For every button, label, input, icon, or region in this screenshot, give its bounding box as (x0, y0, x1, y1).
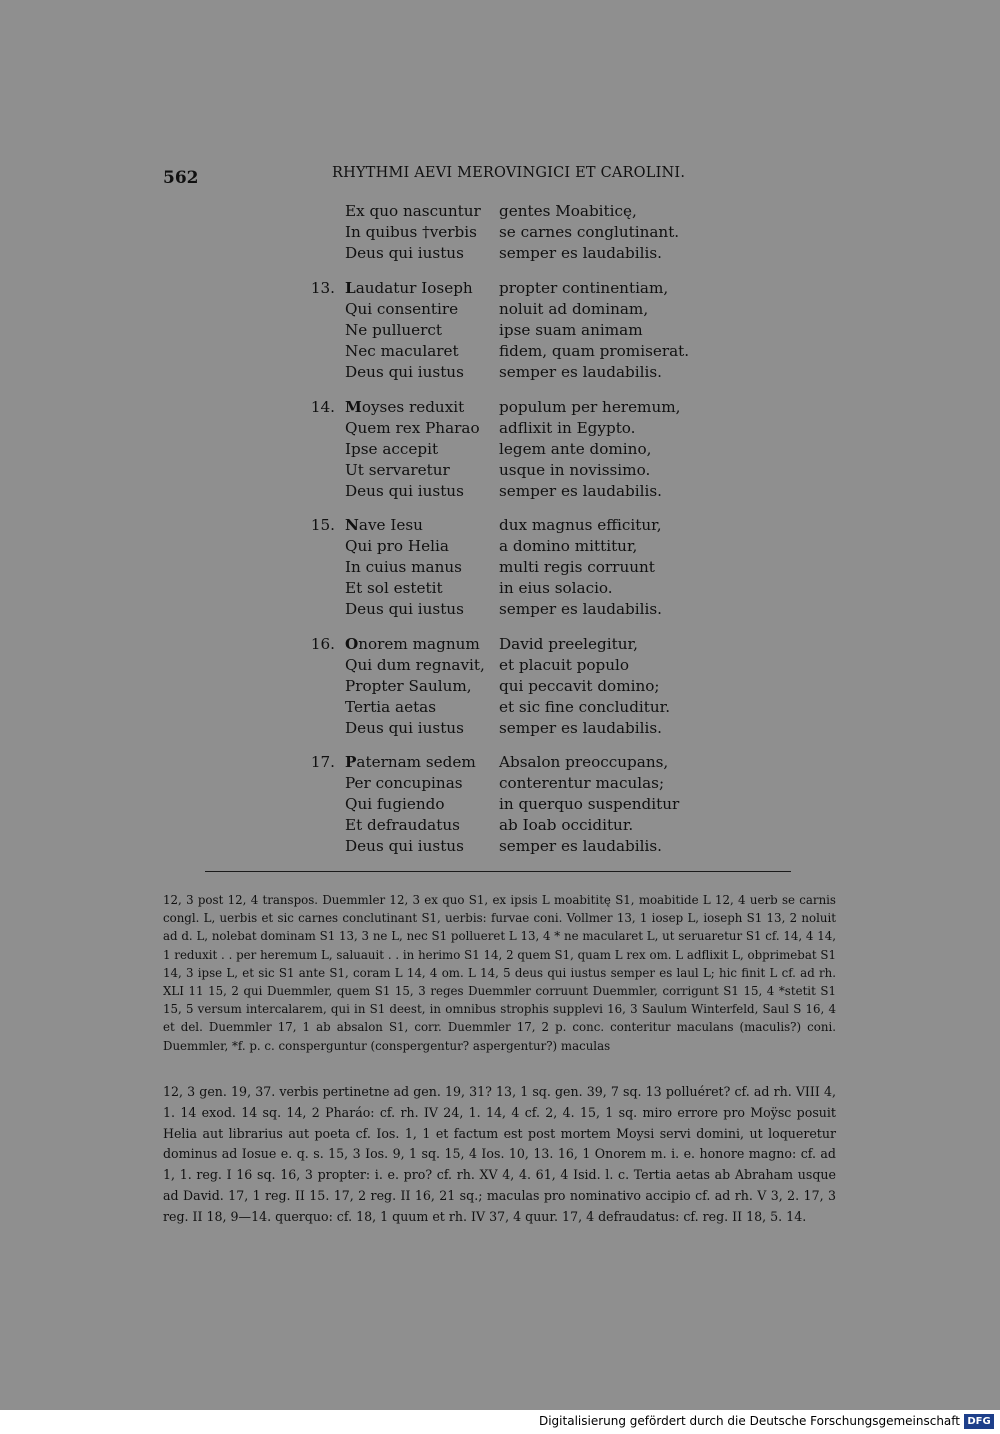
verse-first-half: Deus qui iustus (345, 836, 464, 855)
verse-second-half: semper es laudabilis. (499, 599, 662, 618)
verse-first-half: Qui pro Helia (345, 536, 449, 555)
verse-second-half: David preelegitur, (499, 635, 638, 653)
verse-second-half: semper es laudabilis. (499, 836, 662, 855)
source-apparatus: 12, 3 gen. 19, 37. verbis pertinetne ad gen. 19, 31? 13, 1 sq. gen. 39, 7 sq. 13 polluéret? cf. ad rh. VIII 4, 1. 14 exod. 14 sq. 14, 2 Pharáo: cf. rh. IV 24, 1. 14, 4 cf. 2, 4. 15, 1 sq. miro errore pro Moÿsc posuit Helia aut librarius aut poeta cf. Ios. 1, 1 et factum est post mortem Moysi servi domini, ut loqueretur dominus ad Iosue e. q. s. 15, 3 Ios. 9, 1 sq. 15, 4 Ios. 10, 13. 16, 1 Onorem m. i. e. honore magno: cf. ad 1, 1. reg. I 16 sq. 16, 3 propter: i. e. pro? cf. rh. XV 4, 4. 61, 4 Isid. l. c. Tertia aetas ab Abraham usque ad David. 17, 1 reg. II 15. 17, 2 reg. II 16, 21 sq.; maculas pro nominativo accipio cf. ad rh. V 3, 2. 17, 3 reg. II 18, 9—14. querquo: cf. 18, 1 quum et rh. IV 37, 4 quur. 17, 4 defraudatus: cf. reg. II 18, 5. 14. (163, 1084, 836, 1224)
verse-first-half: Deus qui iustus (345, 362, 464, 381)
stanza-number: 17. (310, 753, 335, 771)
verse-first-half: Ex quo nascuntur (345, 202, 481, 220)
page-number: 562 (163, 168, 199, 188)
verse-second-half: se carnes conglutinant. (499, 222, 680, 241)
verse-first-half: Et defraudatus (345, 815, 460, 834)
footnote-divider (205, 871, 791, 872)
verse-first-half: Et sol estetit (345, 578, 443, 597)
verse-first-half: Qui dum regnavit, (345, 655, 485, 674)
footer-text: Digitalisierung gefördert durch die Deutsche Forschungsgemeinschaft (538, 1414, 960, 1428)
stanza-number: 14. (310, 398, 335, 416)
verse-first-half: Tertia aetas (345, 697, 437, 716)
verse-first-half: Ne pulluerct (345, 320, 442, 339)
verse-second-half: fidem, quam promiserat. (499, 341, 690, 360)
verse-second-half: et sic fine concluditur. (499, 697, 671, 716)
verse-first-half: Deus qui iustus (345, 718, 464, 737)
verse-second-half: propter continentiam, (499, 279, 669, 297)
verse-second-half: et placuit populo (499, 655, 629, 674)
verse-second-half: legem ante domino, (499, 439, 652, 458)
verse-first-half: Paternam sedem (345, 753, 476, 771)
verse-first-half: Laudatur Ioseph (345, 279, 473, 297)
verse-first-half: Nec macularet (345, 341, 459, 360)
verse-second-half: ab Ioab occiditur. (499, 815, 634, 834)
stanza-number: 15. (310, 516, 335, 534)
verse-first-half: Per concupinas (345, 773, 463, 792)
verse-second-half: in eius solacio. (499, 578, 613, 597)
verse-first-half: Propter Saulum, (345, 676, 472, 695)
running-head: RHYTHMI AEVI MEROVINGICI ET CAROLINI. (332, 165, 686, 181)
verse-first-half: Deus qui iustus (345, 599, 464, 618)
verse-second-half: semper es laudabilis. (499, 362, 662, 381)
verse-first-half: Ipse accepit (345, 439, 439, 458)
verse-second-half: noluit ad dominam, (499, 299, 649, 318)
verse-second-half: Absalon preoccupans, (499, 753, 669, 771)
stanza-number: 13. (310, 279, 335, 297)
verse-first-half: Nave Iesu (345, 516, 423, 534)
verse-second-half: semper es laudabilis. (499, 481, 662, 500)
critical-apparatus: 12, 3 post 12, 4 transpos. Duemmler 12, 3 ex quo S1, ex ipsis L moabititę S1, moabitide L 12, 4 uerb se carnis congl. L, uerbis et sic carnes conclutinant S1, uerbis: furvae coni. Vollmer 13, 1 iosep L, ioseph S1 13, 2 noluit ad d. L, nolebat dominam S1 13, 3 ne L, nec S1 pollueret L 13, 4 * ne macularet L, ut seruaretur S1 cf. 14, 4 14, 1 reduxit . . per heremum L, saluauit . . in herimo S1 14, 2 quem S1, quam L rex om. L adflixit L, obprimebat S1 14, 3 ipse L, et sic S1 ante S1, coram L 14, 4 om. L 14, 5 deus qui iustus semper es laul L; hic finit L cf. ad rh. XLI 11 15, 2 qui Duemmler, quem S1 15, 3 reges Duemmler corruunt Duemmler, corrigunt S1 15, 4 *stetit S1 15, 5 versum intercalarem, qui in S1 deest, in omnibus strophis supplevi 16, 3 Saulum Winterfeld, Saul S 16, 4 et del. Duemmler 17, 1 ab absalon S1, corr. Duemmler 17, 2 p. conc. conteritur maculans (maculis?) coni. Duemmler, *f. p. c. consperguntur (conspergentur? aspergentur?) maculas (163, 893, 836, 1053)
footer-bar (0, 1410, 1000, 1434)
verse-second-half: multi regis corruunt (499, 557, 655, 576)
verse-second-half: usque in novissimo. (499, 460, 651, 479)
verse-first-half: Qui fugiendo (345, 794, 445, 813)
verse-first-half: In quibus †verbis (345, 222, 477, 241)
verse-second-half: semper es laudabilis. (499, 243, 662, 262)
verse-second-half: adflixit in Egypto. (499, 418, 636, 437)
verse-second-half: a domino mittitur, (499, 536, 638, 555)
verse-second-half: gentes Moabiticę, (499, 202, 637, 220)
verse-second-half: in querquo suspenditur (499, 794, 680, 813)
verse-first-half: Deus qui iustus (345, 243, 464, 262)
verse-first-half: Onorem magnum (345, 635, 480, 653)
dfg-logo: DFG (964, 1414, 994, 1429)
verse-first-half: Quem rex Pharao (345, 418, 480, 437)
verse-first-half: In cuius manus (345, 557, 462, 576)
verse-first-half: Moyses reduxit (345, 398, 465, 416)
verse-second-half: semper es laudabilis. (499, 718, 662, 737)
verse-first-half: Deus qui iustus (345, 481, 464, 500)
verse-first-half: Qui consentire (345, 299, 459, 318)
verse-second-half: qui peccavit domino; (499, 676, 660, 695)
verse-first-half: Ut servaretur (345, 460, 450, 479)
stanza-number: 16. (310, 635, 335, 653)
verse-second-half: populum per heremum, (499, 398, 681, 416)
verse-second-half: dux magnus efficitur, (499, 516, 662, 534)
verse-second-half: conterentur maculas; (499, 773, 665, 792)
verse-second-half: ipse suam animam (499, 320, 643, 339)
